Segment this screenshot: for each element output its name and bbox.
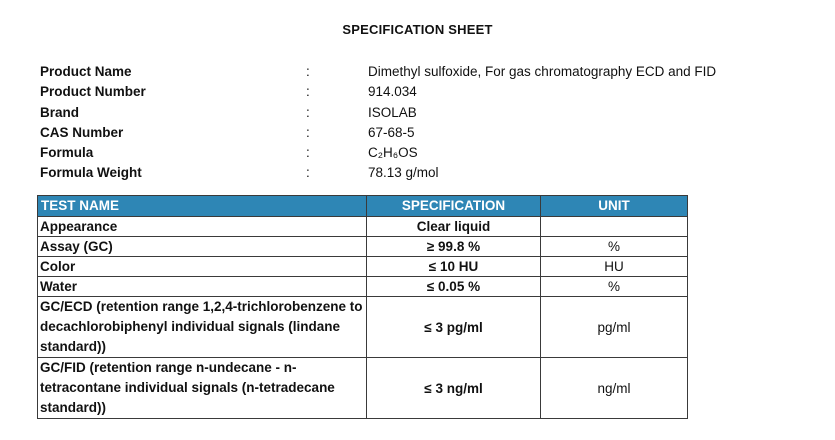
info-label: Formula <box>40 145 94 161</box>
info-value: ISOLAB <box>368 104 417 120</box>
test-name-cell: GC/ECD (retention range 1,2,4-trichlorobenzene to decachlorobiphenyl individual signals (lindane standard)) <box>38 297 367 358</box>
specification-cell: ≥ 99.8 % <box>367 237 541 257</box>
info-colon: : <box>306 64 310 79</box>
table-row <box>38 358 688 419</box>
specification-cell: Clear liquid <box>367 217 541 237</box>
unit-cell: HU <box>541 257 688 277</box>
test-name-cell: Appearance <box>38 217 367 237</box>
info-value: Dimethyl sulfoxide, For gas chromatography ECD and FID <box>368 64 717 79</box>
specification-cell: ≤ 3 pg/ml <box>367 297 541 358</box>
info-colon: : <box>306 84 310 100</box>
header-unit: UNIT <box>541 196 688 217</box>
specification-table <box>37 195 688 419</box>
unit-cell: % <box>541 237 688 257</box>
info-label: Formula Weight <box>40 165 142 181</box>
info-value: 78.13 g/mol <box>368 165 439 181</box>
info-colon: : <box>306 165 310 181</box>
test-name-cell: GC/FID (retention range n-undecane - n-tetracontane individual signals (n-tetradecane standard)) <box>38 358 367 419</box>
table-row <box>38 297 688 358</box>
header-specification: SPECIFICATION <box>367 196 541 217</box>
table-header-row <box>38 196 688 217</box>
test-name-cell: Color <box>38 257 367 277</box>
info-label: Product Name <box>40 64 132 79</box>
unit-cell: ng/ml <box>541 358 688 419</box>
table-row <box>38 217 688 237</box>
test-name-cell: Assay (GC) <box>38 237 367 257</box>
header-test-name: TEST NAME <box>38 196 367 217</box>
page-title: SPECIFICATION SHEET <box>342 22 493 37</box>
info-colon: : <box>306 145 310 161</box>
info-label: Brand <box>40 104 80 120</box>
specification-cell: ≤ 0.05 % <box>367 277 541 297</box>
info-label: Product Number <box>40 84 146 100</box>
info-label: CAS Number <box>40 124 124 140</box>
info-value: C₂H₆OS <box>368 145 418 161</box>
unit-cell: % <box>541 277 688 297</box>
table-row <box>38 277 688 297</box>
info-colon: : <box>306 104 310 120</box>
unit-cell: pg/ml <box>541 297 688 358</box>
table-row <box>38 257 688 277</box>
info-colon: : <box>306 124 310 140</box>
info-value: 67-68-5 <box>368 124 415 140</box>
specification-cell: ≤ 3 ng/ml <box>367 358 541 419</box>
specification-cell: ≤ 10 HU <box>367 257 541 277</box>
info-value: 914.034 <box>368 84 417 100</box>
unit-cell <box>541 217 688 237</box>
table-row <box>38 237 688 257</box>
test-name-cell: Water <box>38 277 367 297</box>
